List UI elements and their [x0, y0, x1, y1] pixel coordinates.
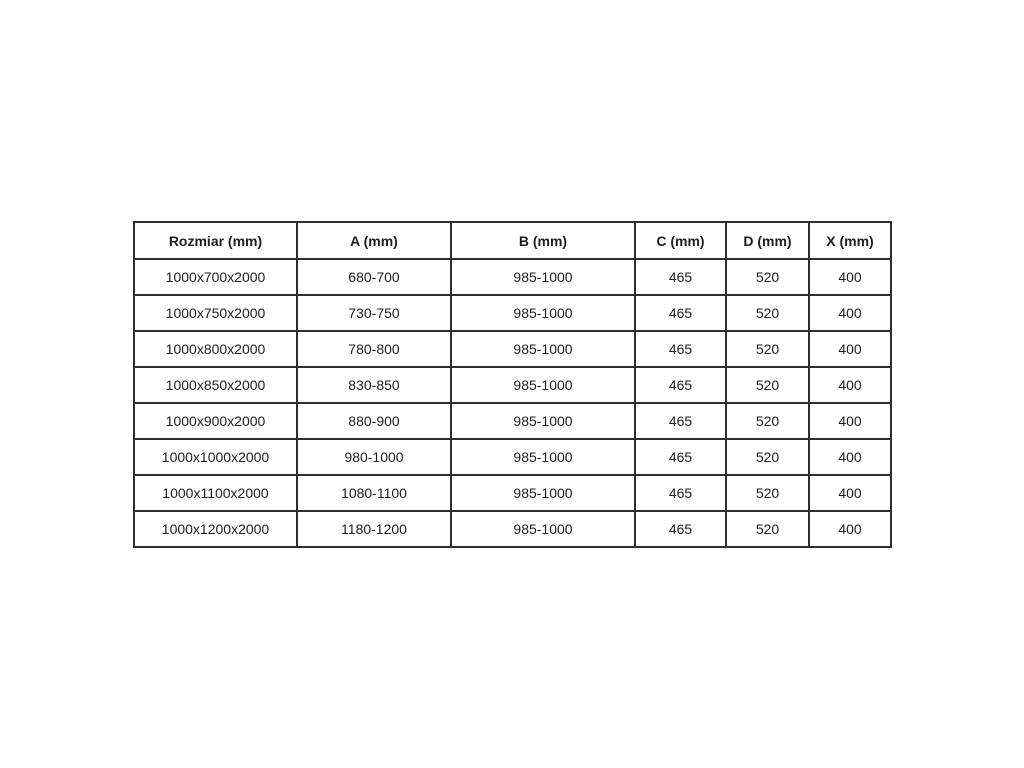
- table-cell: 985-1000: [451, 439, 635, 475]
- column-header-x: X (mm): [809, 222, 891, 259]
- column-header-d: D (mm): [726, 222, 809, 259]
- table-cell: 1000x800x2000: [134, 331, 297, 367]
- table-row: [134, 295, 891, 331]
- header-row: [134, 222, 891, 259]
- table-cell: 1000x750x2000: [134, 295, 297, 331]
- table-cell: 880-900: [297, 403, 451, 439]
- table-cell: 465: [635, 331, 726, 367]
- table-cell: 465: [635, 403, 726, 439]
- table-row: [134, 403, 891, 439]
- table-row: [134, 367, 891, 403]
- table-cell: 680-700: [297, 259, 451, 295]
- table-cell: 980-1000: [297, 439, 451, 475]
- table-cell: 400: [809, 439, 891, 475]
- table-cell: 520: [726, 511, 809, 547]
- table-row: [134, 259, 891, 295]
- table-cell: 465: [635, 511, 726, 547]
- table-cell: 1000x1200x2000: [134, 511, 297, 547]
- table-cell: 985-1000: [451, 331, 635, 367]
- table-cell: 465: [635, 439, 726, 475]
- table-cell: 985-1000: [451, 403, 635, 439]
- table-cell: 520: [726, 439, 809, 475]
- table-cell: 465: [635, 367, 726, 403]
- table-cell: 400: [809, 511, 891, 547]
- table-cell: 780-800: [297, 331, 451, 367]
- table-cell: 1000x1100x2000: [134, 475, 297, 511]
- table-cell: 520: [726, 367, 809, 403]
- table-header: [134, 222, 891, 259]
- table-cell: 1080-1100: [297, 475, 451, 511]
- table-cell: 1180-1200: [297, 511, 451, 547]
- table-cell: 520: [726, 295, 809, 331]
- column-header-a: A (mm): [297, 222, 451, 259]
- table-cell: 520: [726, 403, 809, 439]
- table-cell: 465: [635, 475, 726, 511]
- table-row: [134, 439, 891, 475]
- table-cell: 1000x850x2000: [134, 367, 297, 403]
- table-cell: 985-1000: [451, 259, 635, 295]
- column-header-c: C (mm): [635, 222, 726, 259]
- column-header-b: B (mm): [451, 222, 635, 259]
- table-cell: 985-1000: [451, 511, 635, 547]
- table-cell: 520: [726, 259, 809, 295]
- size-spec-table: [133, 221, 892, 548]
- table-cell: 465: [635, 259, 726, 295]
- table-cell: 400: [809, 295, 891, 331]
- table-cell: 730-750: [297, 295, 451, 331]
- table-cell: 400: [809, 331, 891, 367]
- table-row: [134, 331, 891, 367]
- table-cell: 985-1000: [451, 295, 635, 331]
- table-cell: 985-1000: [451, 475, 635, 511]
- table-cell: 985-1000: [451, 367, 635, 403]
- table-cell: 400: [809, 403, 891, 439]
- column-header-rozmiar: Rozmiar (mm): [134, 222, 297, 259]
- table-cell: 1000x1000x2000: [134, 439, 297, 475]
- table-cell: 400: [809, 475, 891, 511]
- table-cell: 400: [809, 259, 891, 295]
- table-cell: 1000x900x2000: [134, 403, 297, 439]
- table-cell: 1000x700x2000: [134, 259, 297, 295]
- table-row: [134, 511, 891, 547]
- table-cell: 520: [726, 475, 809, 511]
- table-cell: 465: [635, 295, 726, 331]
- table-cell: 520: [726, 331, 809, 367]
- table-body: [134, 259, 891, 547]
- table-row: [134, 475, 891, 511]
- table-cell: 830-850: [297, 367, 451, 403]
- table-cell: 400: [809, 367, 891, 403]
